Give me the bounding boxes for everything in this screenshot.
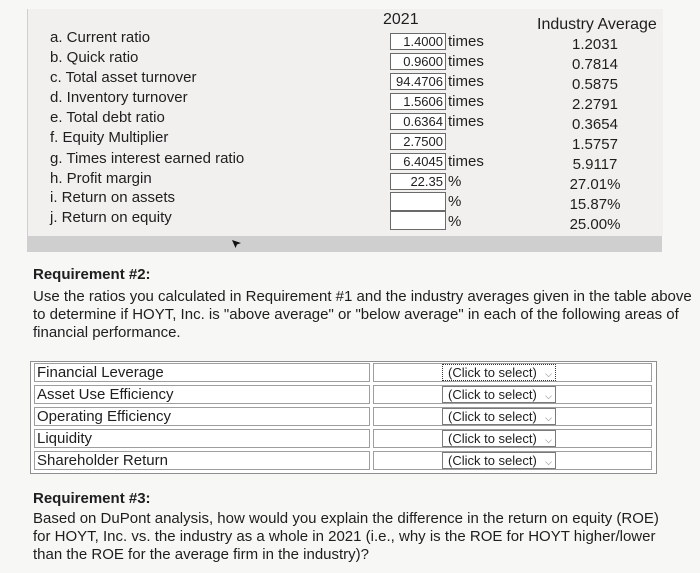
quick-ratio-input[interactable]: 0.9600 <box>390 53 446 70</box>
ratio-unit: times <box>448 33 484 50</box>
ratio-label-equity-multiplier: f. Equity Multiplier <box>50 129 169 146</box>
industry-value: 2.2791 <box>572 96 618 113</box>
industry-value: 0.5875 <box>572 76 618 93</box>
ratio-label-return-on-assets: i. Return on assets <box>50 189 176 206</box>
ratio-unit: times <box>448 93 484 110</box>
panel-bottom-bar <box>27 236 662 252</box>
ratio-label-times-interest-earned: g. Times interest earned ratio <box>50 150 245 167</box>
ratio-unit: times <box>448 73 484 90</box>
table-row <box>32 363 652 382</box>
area-label: Operating Efficiency <box>34 407 370 426</box>
ratio-unit: times <box>448 113 484 130</box>
asset-use-efficiency-select[interactable] <box>442 386 556 403</box>
industry-value: 1.2031 <box>572 36 618 53</box>
area-label: Financial Leverage <box>34 363 370 382</box>
ratio-unit: % <box>448 173 462 190</box>
chevron-down-icon: ⌵ <box>545 457 552 467</box>
ratio-unit: times <box>448 53 484 70</box>
times-interest-earned-input[interactable]: 6.4045 <box>390 153 446 170</box>
equity-multiplier-input[interactable]: 2.7500 <box>390 133 446 150</box>
operating-efficiency-select[interactable] <box>442 408 556 425</box>
mouse-cursor-icon <box>229 236 243 250</box>
industry-value: 5.9117 <box>572 156 618 173</box>
industry-value: 27.01% <box>569 176 621 193</box>
ratio-unit: times <box>448 153 484 170</box>
ratio-label-total-debt: e. Total debt ratio <box>50 109 165 126</box>
ratio-label-inventory-turnover: d. Inventory turnover <box>50 89 188 106</box>
liquidity-select[interactable] <box>442 430 556 447</box>
table-row <box>32 385 652 404</box>
select-label: (Click to select) <box>448 387 537 402</box>
profit-margin-input[interactable]: 22.35 <box>390 173 446 190</box>
industry-value: 15.87% <box>569 196 621 213</box>
industry-value: 0.3654 <box>572 116 618 133</box>
requirement-3-text: Based on DuPont analysis, how would you explain the difference in the return on equity (ROE) for HOYT, Inc. vs. the industry as a whole in 2021 (i.e., why is the ROE for HOYT higher/lower than the ROE for the average firm in the industry)? <box>33 510 659 563</box>
requirement-2-text: Use the ratios you calculated in Requirement #1 and the industry averages given in the table above to determine if HOYT, Inc. is "above average" or "below average" in each of the following areas of financial performance. <box>33 288 692 341</box>
industry-value: 0.7814 <box>572 56 618 73</box>
current-ratio-input[interactable]: 1.4000 <box>390 33 446 50</box>
total-debt-ratio-input[interactable]: 0.6364 <box>390 113 446 130</box>
financial-leverage-select[interactable] <box>442 364 556 381</box>
area-label: Asset Use Efficiency <box>34 385 370 404</box>
select-label: (Click to select) <box>448 409 537 424</box>
area-label: Shareholder Return <box>34 451 370 470</box>
year-header: 2021 <box>383 11 419 28</box>
ratio-label-return-on-equity: j. Return on equity <box>50 209 172 226</box>
select-label: (Click to select) <box>448 453 537 468</box>
select-label: (Click to select) <box>448 431 537 446</box>
return-on-assets-input[interactable] <box>390 192 446 211</box>
ratio-label-quick: b. Quick ratio <box>50 49 139 66</box>
return-on-equity-input[interactable] <box>390 211 446 230</box>
ratio-unit: % <box>448 213 462 230</box>
chevron-down-icon: ⌵ <box>545 413 552 423</box>
table-row <box>32 429 652 448</box>
select-label: (Click to select) <box>448 365 537 380</box>
ratio-unit: % <box>448 193 462 210</box>
inventory-turnover-input[interactable]: 1.5606 <box>390 93 446 110</box>
chevron-down-icon: ⌵ <box>545 391 552 401</box>
ratio-label-current: a. Current ratio <box>50 29 151 46</box>
ratio-label-total-asset-turnover: c. Total asset turnover <box>50 69 197 86</box>
total-asset-turnover-input[interactable]: 94.4706 <box>390 73 446 90</box>
industry-value: 1.5757 <box>572 136 618 153</box>
requirement-3-title: Requirement #3: <box>33 490 151 507</box>
table-row <box>32 407 652 426</box>
industry-average-header: Industry Average <box>537 16 657 33</box>
shareholder-return-select[interactable] <box>442 452 556 469</box>
requirement-2-title: Requirement #2: <box>33 266 151 283</box>
industry-value: 25.00% <box>569 216 621 233</box>
chevron-down-icon: ⌵ <box>545 435 552 445</box>
ratio-label-profit-margin: h. Profit margin <box>50 170 152 187</box>
area-label: Liquidity <box>34 429 370 448</box>
chevron-down-icon: ⌵ <box>545 369 552 379</box>
table-row <box>32 451 652 470</box>
